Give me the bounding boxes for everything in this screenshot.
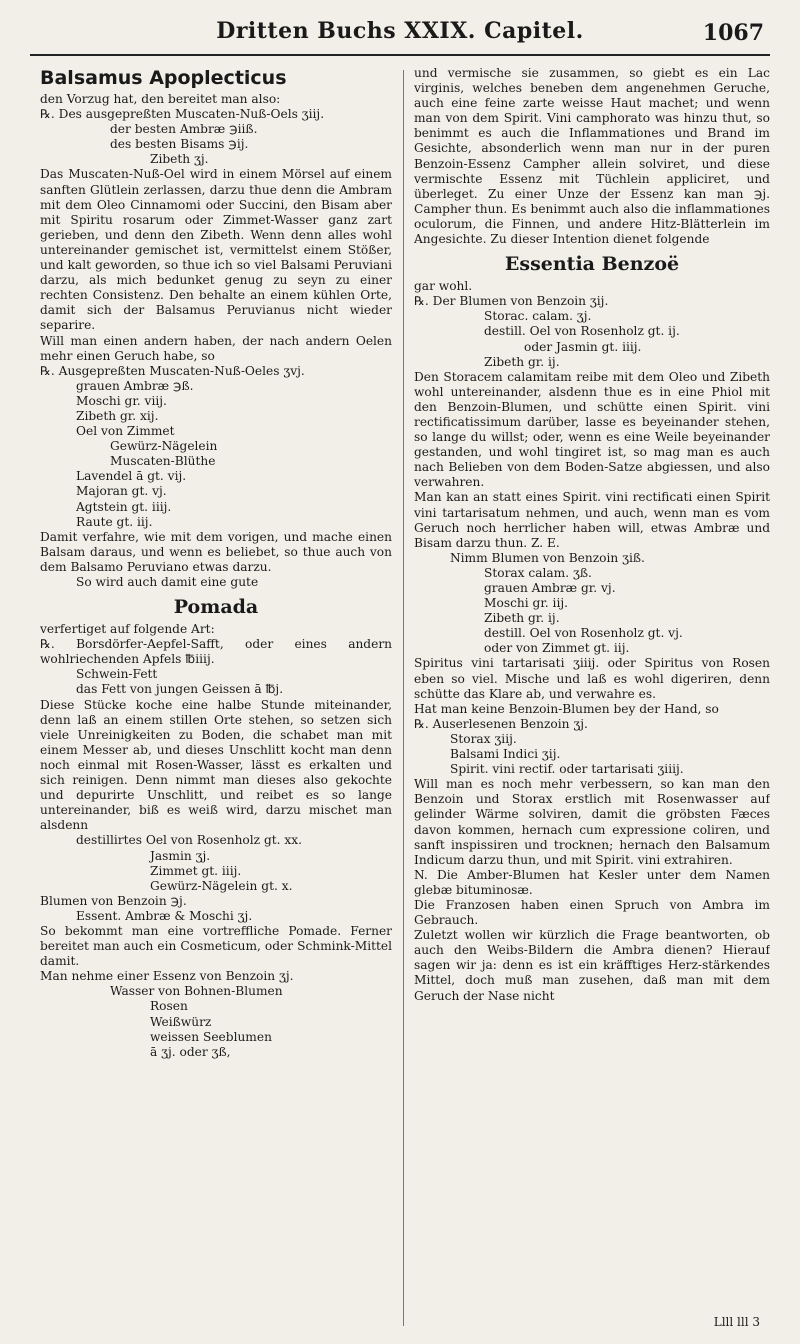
section-heading-balsamus: Balsamus Apoplecticus: [40, 67, 287, 89]
recipe-line: Weißwürz: [150, 1014, 212, 1029]
paragraph: Will man einen andern haben, der nach andern Oelen mehr einen Geruch habe, so: [40, 333, 392, 363]
recipe-line: destill. Oel von Rosenholz gt. ij.: [484, 324, 680, 339]
recipe-line: weissen Seeblumen: [150, 1029, 272, 1044]
recipe-line: Moschi gr. viij.: [76, 393, 167, 408]
recipe-line: ℞. Der Blumen von Benzoin ʒij.: [414, 294, 609, 309]
recipe-line: Zibeth ʒj.: [150, 152, 209, 167]
recipe-line: Lavendel ā gt. vij.: [76, 469, 187, 484]
page-number: 1067: [702, 20, 764, 46]
paragraph: N. Die Amber-Blumen hat Kesler unter dem Namen glebæ bituminosæ.: [414, 867, 770, 897]
left-column: [40, 66, 392, 1334]
recipe-line: das Fett von jungen Geissen ā ℔j.: [76, 682, 284, 697]
recipe-line: Oel von Zimmet: [76, 424, 175, 439]
section-heading-pomada: Pomada: [173, 596, 259, 619]
paragraph: Diese Stücke koche eine halbe Stunde miteinander, denn laß an einem stillen Orte stehen, so setzen sich viele Unreinigkeiten zu Boden, die schabet man mit einem Messer ab, und dieses Unschlitt kocht man denn noch einmal mit Rosen-Wasser, lässt es erkalten und sich reinigen. Denn nimmt man dieses also gekochte und depurirte Unschlitt, und reibet es so lange untereinander, biß es weiß wird, darzu mischet man alsdenn: [40, 697, 392, 833]
recipe-line: der besten Ambræ ℈iiß.: [110, 122, 258, 137]
recipe-line: ℞. Des ausgepreßten Muscaten-Nuß-Oels ʒiij.: [40, 107, 325, 122]
text-line: gar wohl.: [414, 279, 473, 294]
recipe-line: Zibeth gr. xij.: [76, 408, 159, 423]
recipe-line: Storax calam. ʒß.: [484, 565, 592, 580]
paragraph: Spiritus vini tartarisati ʒiiij. oder Spiritus von Rosen eben so viel. Mische und laß es wohl digeriren, denn schütte das Klare ab, und verwahre es.: [414, 656, 770, 701]
recipe-line: ℞. Borsdörfer-Aepfel-Safft, oder eines andern wohlriechenden Apfels ℔iiij.: [40, 637, 392, 667]
recipe-line: Man nehme einer Essenz von Benzoin ʒj.: [40, 969, 294, 984]
paragraph: Zuletzt wollen wir kürzlich die Frage beantworten, ob auch den Weibs-Bildern die Ambra dienen? Hierauf sagen wir ja: denn es ist ein kräfftiges Herz-stärkendes Mittel, doch muß man zusehen, daß man mit dem Geruch der Nase nicht: [414, 928, 770, 1003]
recipe-line: grauen Ambræ gr. vj.: [484, 581, 616, 595]
recipe-line: Agtstein gt. iiij.: [76, 499, 172, 514]
recipe-line: Moschi gr. iij.: [484, 596, 569, 611]
recipe-line: Storax ʒiij.: [450, 731, 517, 746]
paragraph: Man kan an statt eines Spirit. vini rectificati einen Spirit vini tartarisatum nehmen, und auch, wenn man es vom Geruch noch herrlicher haben will, etwas Ambræ und Bisam darzu thun. Z. E.: [414, 490, 770, 550]
paragraph: Hat man keine Benzoin-Blumen bey der Hand, so: [414, 701, 719, 716]
recipe-line: Gewürz-Nägelein: [110, 439, 218, 454]
running-header: [30, 14, 770, 56]
recipe-line: Zimmet gt. iiij.: [150, 863, 242, 878]
recipe-line: Gewürz-Nägelein gt. x.: [150, 878, 293, 893]
recipe-line: ℞. Ausgepreßten Muscaten-Nuß-Oeles ʒvj.: [40, 363, 305, 378]
recipe-line: Blumen von Benzoin ℈j.: [40, 893, 187, 908]
paragraph: Will man es noch mehr verbessern, so kan man den Benzoin und Storax erstlich mit Rosenwasser auf gelinder Wärme solviren, damit die gröbsten Fæces davon kommen, hernach cum expressione coliren, und sanft inspissiren und trocknen; hernach den Balsamum Indicum darzu thun, und mit Spirit. vini extrahiren.: [414, 777, 770, 867]
right-column: [414, 66, 770, 1334]
recipe-line: oder von Zimmet gt. iij.: [484, 641, 630, 656]
running-title: Dritten Buchs XXIX. Capitel.: [216, 18, 584, 44]
recipe-line: Nimm Blumen von Benzoin ʒiß.: [450, 550, 645, 565]
recipe-line: Spirit. vini rectif. oder tartarisati ʒiiij.: [450, 762, 684, 777]
text-line: So wird auch damit eine gute: [76, 575, 259, 589]
paragraph: So bekommt man eine vortreffliche Pomade. Ferner bereitet man auch ein Cosmeticum, oder Schmink-Mittel damit.: [40, 923, 392, 969]
recipe-line: oder Jasmin gt. iiij.: [524, 339, 642, 354]
paragraph: Die Franzosen haben einen Spruch von Ambra im Gebrauch.: [414, 897, 770, 928]
recipe-line: Storac. calam. ʒj.: [484, 309, 592, 324]
column-rule: [403, 70, 404, 1326]
recipe-line: Balsami Indici ʒij.: [450, 747, 561, 762]
recipe-line: Muscaten-Blüthe: [110, 454, 216, 469]
recipe-line: des besten Bisams ℈ij.: [110, 137, 249, 152]
recipe-line: Wasser von Bohnen-Blumen: [110, 984, 283, 999]
recipe-line: Schwein-Fett: [76, 667, 158, 682]
recipe-line: Zibeth gr. ij.: [484, 611, 560, 626]
recipe-line: Rosen: [150, 999, 188, 1014]
paragraph: und vermische sie zusammen, so giebt es ein Lac virginis, welches beneben dem angenehmen Geruche, auch eine feine zarte weisse Haut machet; und wenn man von dem Spirit. Vini camphorato was hinzu thut, so benimmt es auch die Inflammationes und Brand im Gesichte, absonderlich wenn man nur in der puren Benzoin-Essenz Campher allein solviret, und diese vermischte Essenz mit Tüchlein appliciret, und überleget. Zu einer Unze der Essenz kan man ℈j. Campher thun. Es benimmt auch also die inflammationes oculorum, die Finnen, und andere Hitz-Blätterlein im Angesichte. Zu dieser Intention dienet folgende: [414, 66, 770, 247]
recipe-line: ℞. Auserlesenen Benzoin ʒj.: [414, 716, 588, 731]
recipe-line: Essent. Ambræ & Moschi ʒj.: [76, 908, 253, 923]
text-line: verfertiget auf folgende Art:: [40, 622, 215, 637]
recipe-line: grauen Ambræ ℈ß.: [76, 378, 194, 393]
recipe-line: destill. Oel von Rosenholz gt. vj.: [484, 626, 683, 641]
text-line: den Vorzug hat, den bereitet man also:: [40, 92, 281, 106]
paragraph: Das Muscaten-Nuß-Oel wird in einem Mörsel auf einem sanften Glütlein zerlassen, darzu thue denn die Ambram mit dem Oleo Cinnamomi oder Succini, den Bisam aber mit Spiritu rosarum oder Zimmet-Wasser ganz zart gerieben, und denn den Zibeth. Wenn denn alles wohl untereinander gemischet ist, vermittelst einem Stößer, und kalt geworden, so thue ich so viel Balsami Peruviani darzu, als mich bedunket genug zu seyn zu einer rechten Consistenz. Den behalte an einem kühlen Orte, damit sich der Balsamus Peruvianus nicht wieder separire.: [40, 167, 392, 333]
section-heading-essentia-benzoe: Essentia Benzoë: [504, 253, 680, 276]
recipe-line: ā ʒj. oder ʒß,: [150, 1044, 231, 1059]
signature-mark: Llll lll 3: [713, 1314, 760, 1329]
recipe-line: destillirtes Oel von Rosenholz gt. xx.: [76, 833, 303, 848]
recipe-line: Jasmin ʒj.: [150, 848, 211, 863]
recipe-line: Majoran gt. vj.: [76, 484, 167, 499]
paragraph: Den Storacem calamitam reibe mit dem Oleo und Zibeth wohl untereinander, alsdenn thue es in eine Phiol mit den Benzoin-Blumen, und schütte einen Spirit. vini rectificatissimum darüber, lasse es beyeinander stehen, so lange du willst; oder, wenn es eine Weile beyeinander gestanden, und wohl tingiret ist, so mag man es auch nach Belieben von dem Boden-Satze abgiessen, und also verwahren.: [414, 369, 770, 490]
recipe-line: Raute gt. iij.: [76, 514, 153, 529]
recipe-line: Zibeth gr. ij.: [484, 354, 560, 369]
paragraph: Damit verfahre, wie mit dem vorigen, und mache einen Balsam daraus, und wenn es beliebet, so thue auch von dem Balsamo Peruviano etwas darzu.: [40, 529, 392, 574]
